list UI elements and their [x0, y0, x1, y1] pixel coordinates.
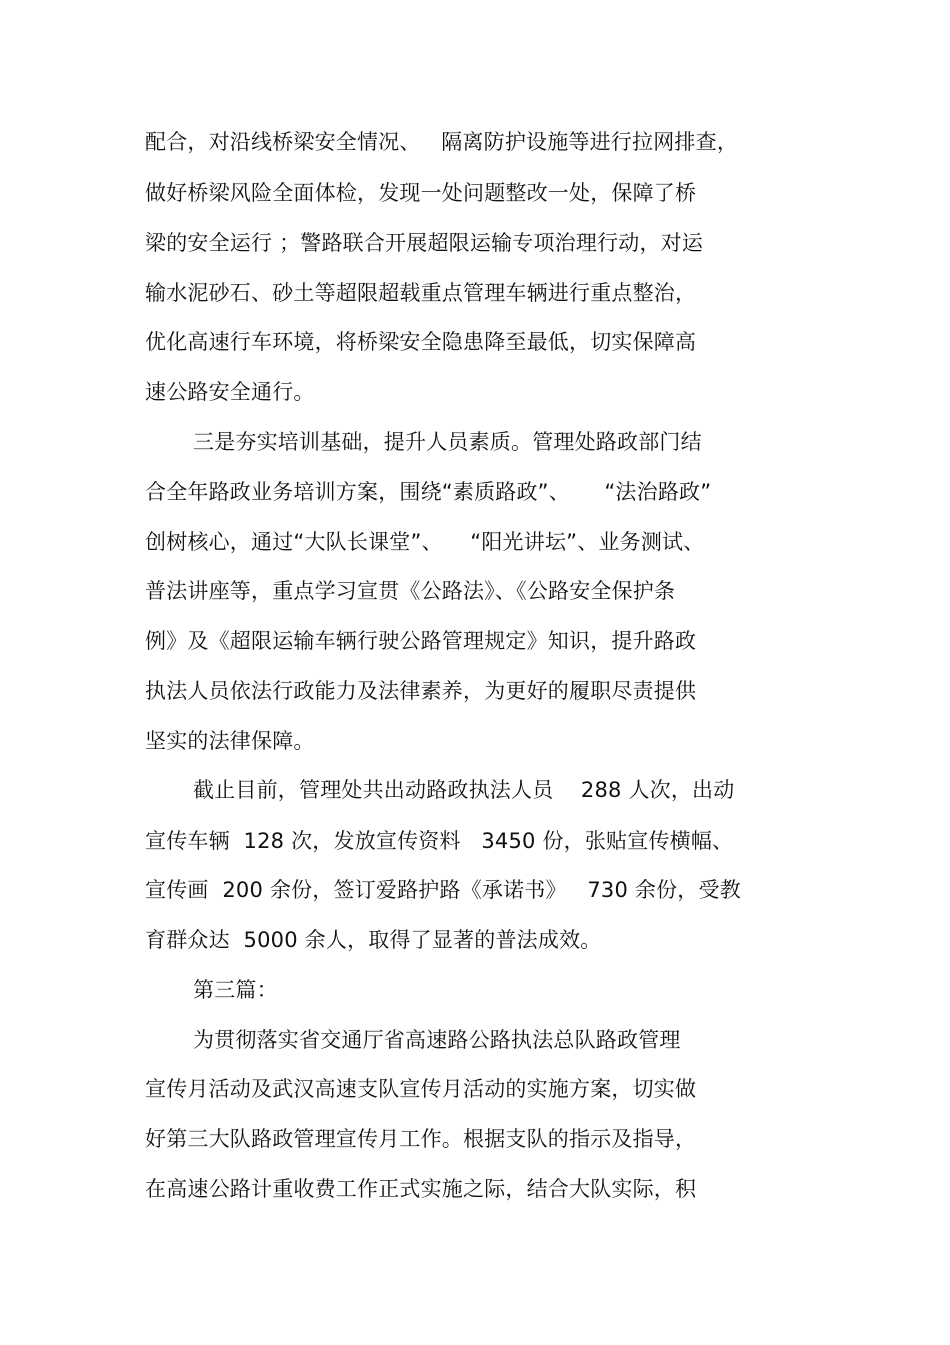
text-line: 合全年路政业务培训方案，围绕“素质路政”、 “法治路政” [145, 480, 712, 504]
text-line: 宣传车辆 128 次，发放宣传资料 3450 份，张贴宣传横幅、 [145, 829, 734, 853]
text-line: 在高速公路计重收费工作正式实施之际，结合大队实际，积 [145, 1177, 697, 1201]
paragraph-first-line: 截止目前，管理处共出动路政执法人员 288 人次，出动 [193, 778, 735, 802]
text-line: 速公路安全通行。 [145, 380, 315, 404]
section-heading: 第三篇： [193, 978, 278, 1002]
text-line: 输水泥砂石、砂土等超限超载重点管理车辆进行重点整治， [145, 281, 697, 305]
paragraph-first-line: 三是夯实培训基础，提升人员素质。管理处路政部门结 [193, 430, 702, 454]
text-line: 好第三大队路政管理宣传月工作。根据支队的指示及指导， [145, 1127, 697, 1151]
paragraph-first-line: 为贯彻落实省交通厅省高速路公路执法总队路政管理 [193, 1028, 681, 1052]
text-line: 宣传月活动及武汉高速支队宣传月活动的实施方案，切实做 [145, 1077, 697, 1101]
text-line: 创树核心，通过“大队长课堂”、 “阳光讲坛”、业务测试、 [145, 530, 705, 554]
text-line: 坚实的法律保障。 [145, 729, 315, 753]
text-line: 梁的安全运行 ；警路联合开展超限运输专项治理行动，对运 [145, 231, 704, 255]
text-line: 优化高速行车环境，将桥梁安全隐患降至最低，切实保障高 [145, 330, 697, 354]
text-line: 配合，对沿线桥梁安全情况、 隔离防护设施等进行拉网排查， [145, 130, 739, 154]
text-line: 例》及《超限运输车辆行驶公路管理规定》知识，提升路政 [145, 629, 697, 653]
text-line: 育群众达 5000 余人，取得了显著的普法成效。 [145, 928, 602, 952]
text-line: 执法人员依法行政能力及法律素养，为更好的履职尽责提供 [145, 679, 697, 703]
text-line: 普法讲座等，重点学习宣贯《公路法》、《公路安全保护条 [145, 579, 676, 603]
text-line: 宣传画 200 余份，签订爱路护路《承诺书》 730 余份，受教 [145, 878, 741, 902]
text-line: 做好桥梁风险全面体检，发现一处问题整改一处，保障了桥 [145, 181, 697, 205]
